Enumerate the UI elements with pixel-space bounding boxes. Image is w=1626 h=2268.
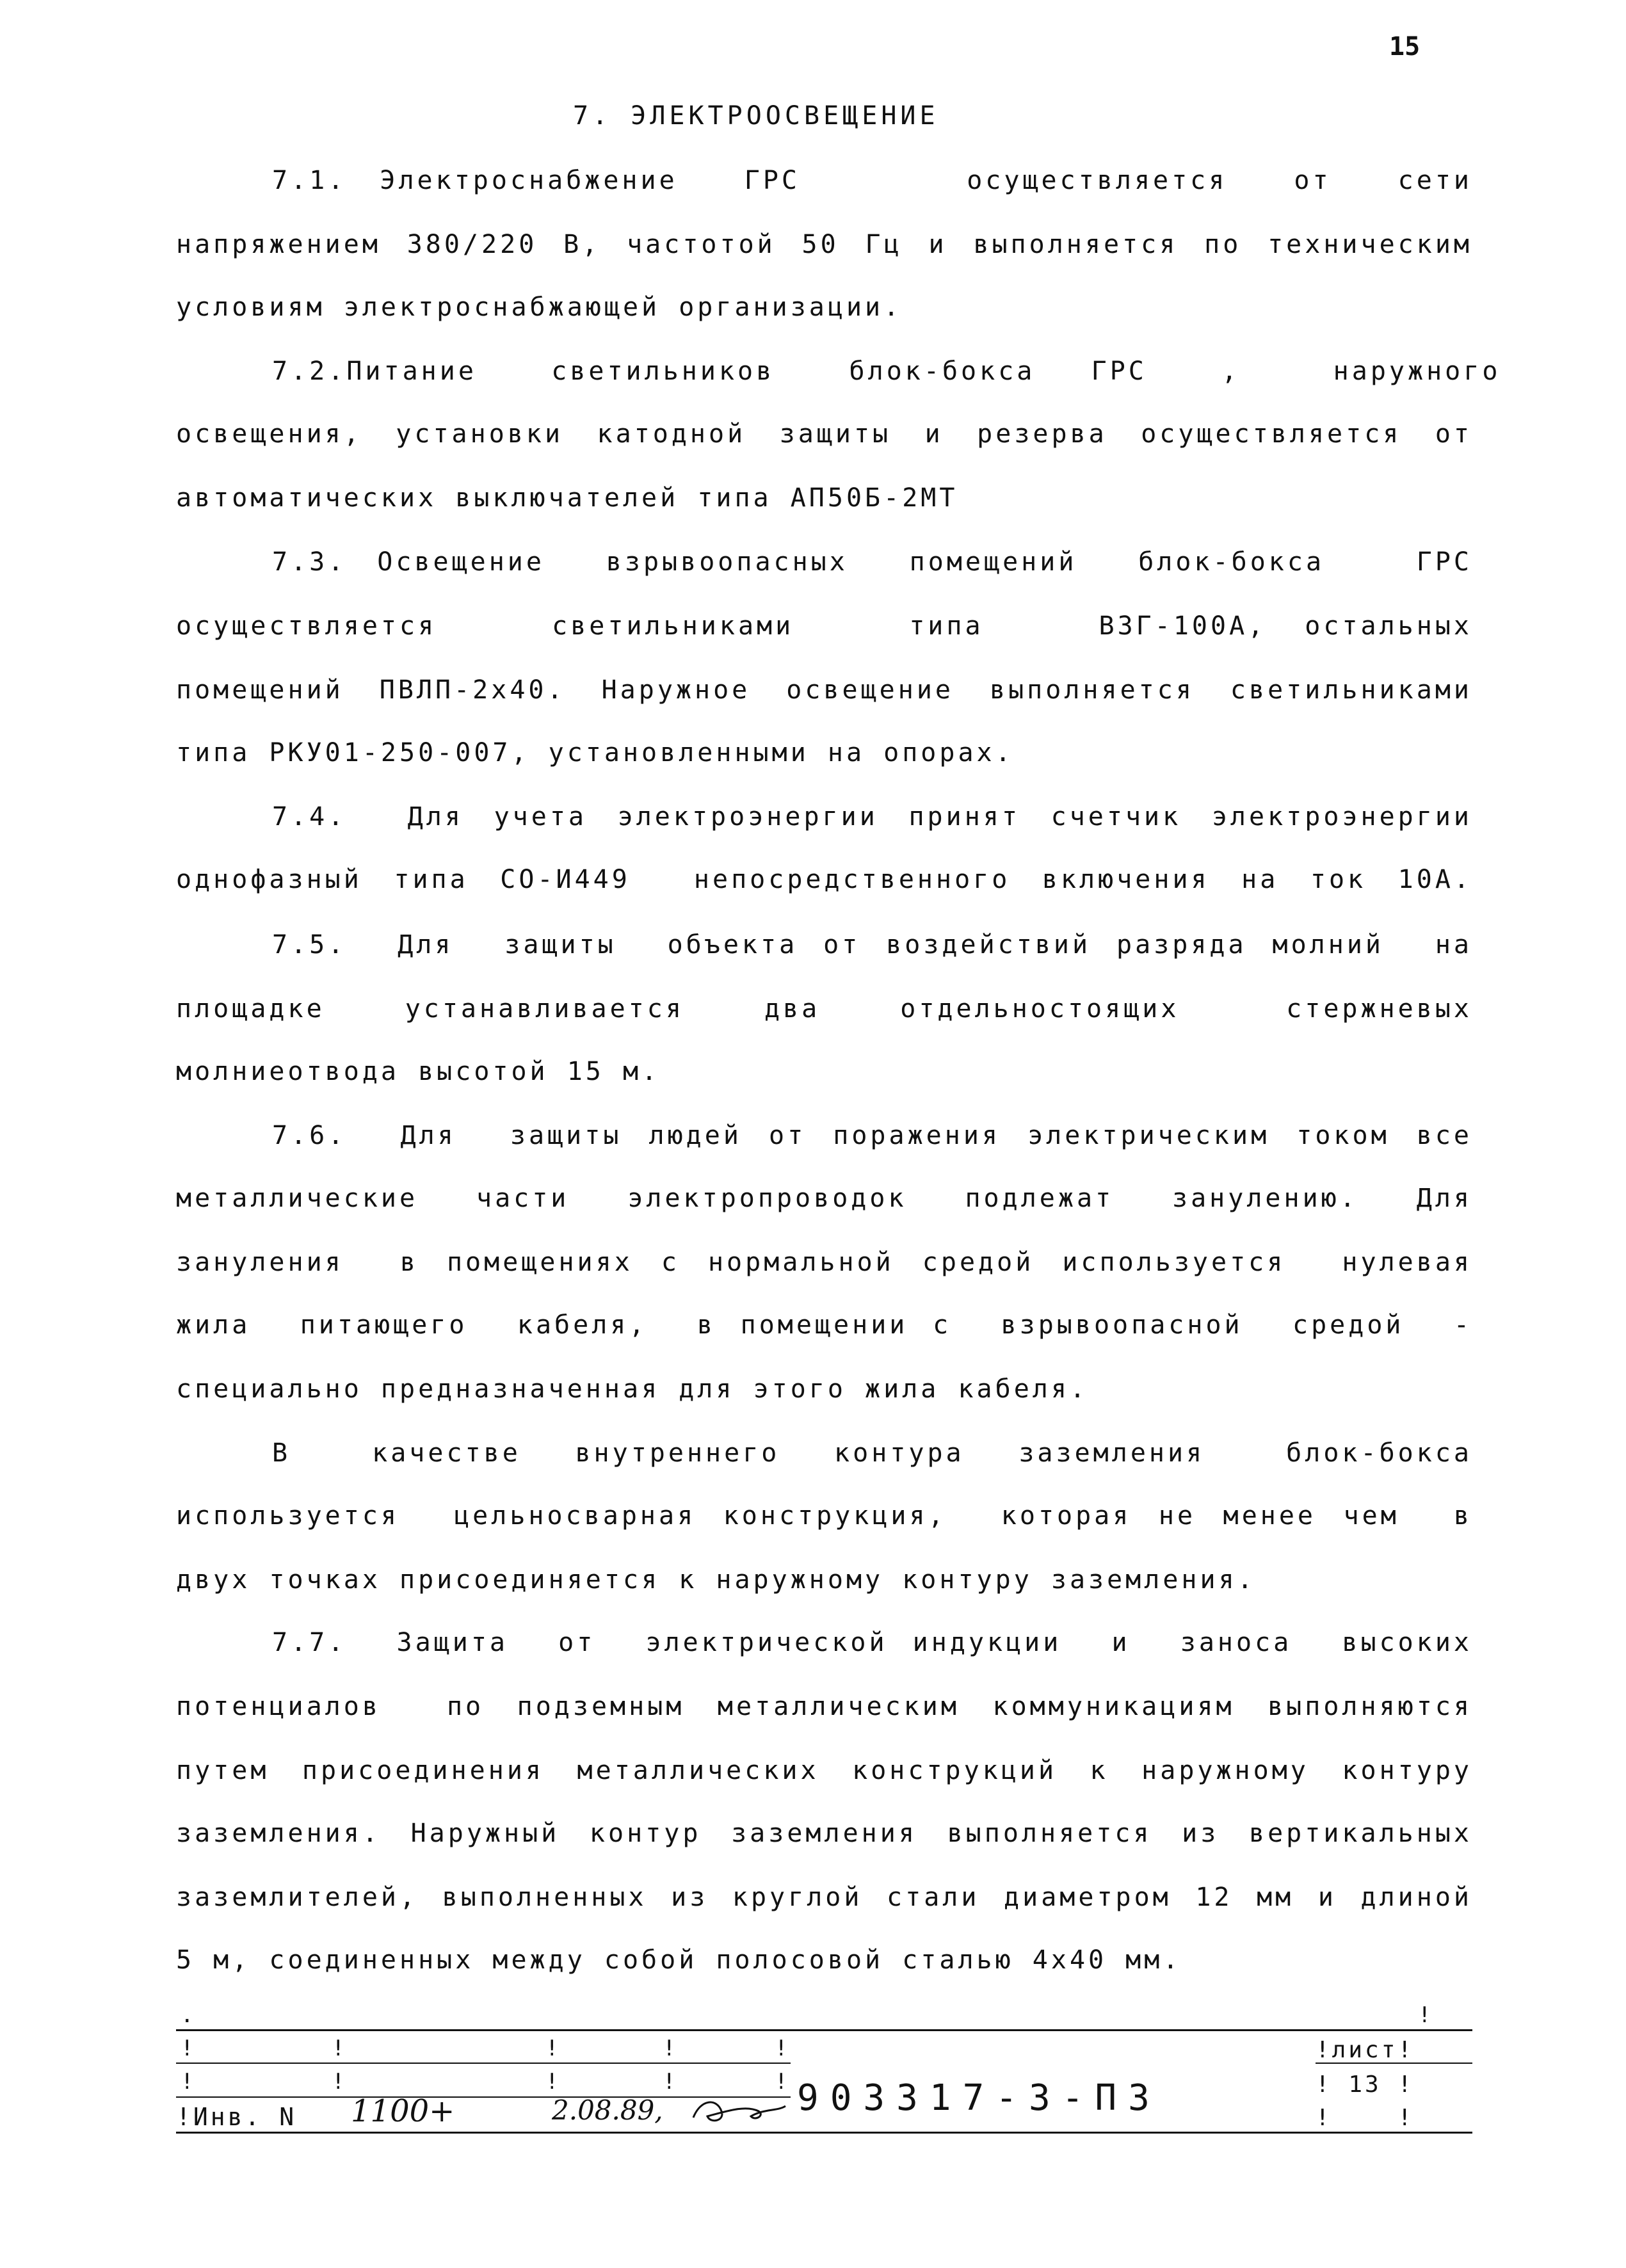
text-line: 7.5. Для защиты объекта от воздействий разряда молний на	[272, 930, 1472, 960]
stamp-top-rule	[176, 2029, 1472, 2031]
text-line: освещения, установки катодной защиты и резерва осуществляется от	[176, 419, 1472, 449]
text-line: используется цельносварная конструкция, которая не менее чем в	[176, 1501, 1472, 1531]
text-line: двух точках присоединяется к наружному контуру заземления.	[176, 1565, 1256, 1595]
text-line: заземлителей, выполненных из круглой стали диаметром 12 мм и длиной	[176, 1883, 1472, 1912]
text-line: автоматических выключателей типа АП50Б-2МТ	[176, 483, 958, 513]
text-line: металлические части электропроводок подлежат занулению. Для	[176, 1184, 1472, 1213]
text-line: 7.4. Для учета электроэнергии принят счетчик электроэнергии	[272, 802, 1472, 832]
inventory-label: !Инв. N	[176, 2103, 297, 2131]
text-line: В качестве внутреннего контура заземления блок-бокса	[272, 1438, 1472, 1468]
text-line: напряжением 380/220 В, частотой 50 Гц и выполняется по техническим	[176, 230, 1472, 259]
text-line: типа РКУ01-250-007, установленными на опорах.	[176, 738, 1014, 768]
sheet-label: !лист!	[1316, 2037, 1415, 2063]
stamp-tick: !	[332, 2069, 345, 2095]
text-line: жила питающего кабеля, в помещении с взрывоопасной средой -	[176, 1310, 1472, 1340]
text-line: 7.3. Освещение взрывоопасных помещений блок-бокса ГРС	[272, 547, 1472, 577]
stamp-tick: !	[775, 2069, 788, 2095]
stamp-tick: !	[545, 2069, 559, 2095]
text-line: площадке устанавливается два отдельностоящих стержневых	[176, 994, 1472, 1024]
stamp-mid-rule	[176, 2063, 791, 2064]
stamp-tick: !	[1418, 2002, 1431, 2028]
inventory-number: 1100+	[351, 2093, 455, 2129]
document-code: 903317-3-ПЗ	[797, 2077, 1161, 2119]
text-line: осуществляется светильниками типа ВЗГ-100А, остальных	[176, 611, 1472, 641]
sheet-number: ! 13 !	[1316, 2071, 1415, 2098]
stamp-tick: !	[663, 2069, 676, 2095]
text-line: потенциалов по подземным металлическим коммуникациям выполняются	[176, 1692, 1472, 1721]
stamp-dot: .	[181, 2002, 194, 2028]
text-line: условиям электроснабжающей организации.	[176, 293, 903, 322]
text-line: молниеотвода высотой 15 м.	[176, 1057, 661, 1086]
page-number: 15	[1389, 32, 1421, 61]
text-line: путем присоединения металлических конструкций к наружному контуру	[176, 1756, 1472, 1785]
text-line: специально предназначенная для этого жила кабеля.	[176, 1374, 1089, 1404]
text-line: зануления в помещениях с нормальной средой используется нулевая	[176, 1248, 1472, 1277]
text-line: 7.2.Питание светильников блок-бокса ГРС , наружного	[272, 357, 1501, 386]
text-line: 7.1. Электроснабжение ГРС осуществляется от сети	[272, 166, 1472, 195]
text-line: 7.7. Защита от электрической индукции и заноса высоких	[272, 1628, 1472, 1657]
section-title: 7. ЭЛЕКТРООСВЕЩЕНИЕ	[573, 101, 939, 131]
text-line: помещений ПВЛП-2х40. Наружное освещение выполняется светильниками	[176, 675, 1472, 705]
sheet-bottom: ! !	[1316, 2105, 1415, 2131]
stamp-tick: !	[545, 2036, 559, 2061]
stamp-bottom-rule	[176, 2132, 1472, 2134]
text-line: 7.6. Для защиты людей от поражения электрическим током все	[272, 1121, 1472, 1150]
stamp-tick: !	[332, 2036, 345, 2061]
stamp-tick: !	[181, 2069, 194, 2095]
text-line: однофазный типа СО-И449 непосредственного включения на ток 10А.	[176, 865, 1472, 894]
stamp-tick: !	[663, 2036, 676, 2061]
date-signature: 2.08.89,	[552, 2095, 663, 2126]
text-line: заземления. Наружный контур заземления выполняется из вертикальных	[176, 1819, 1472, 1848]
signature-mark	[688, 2092, 791, 2130]
stamp-tick: !	[775, 2036, 788, 2061]
text-line: 5 м, соединенных между собой полосовой сталью 4х40 мм.	[176, 1945, 1182, 1975]
stamp-tick: !	[181, 2036, 194, 2061]
